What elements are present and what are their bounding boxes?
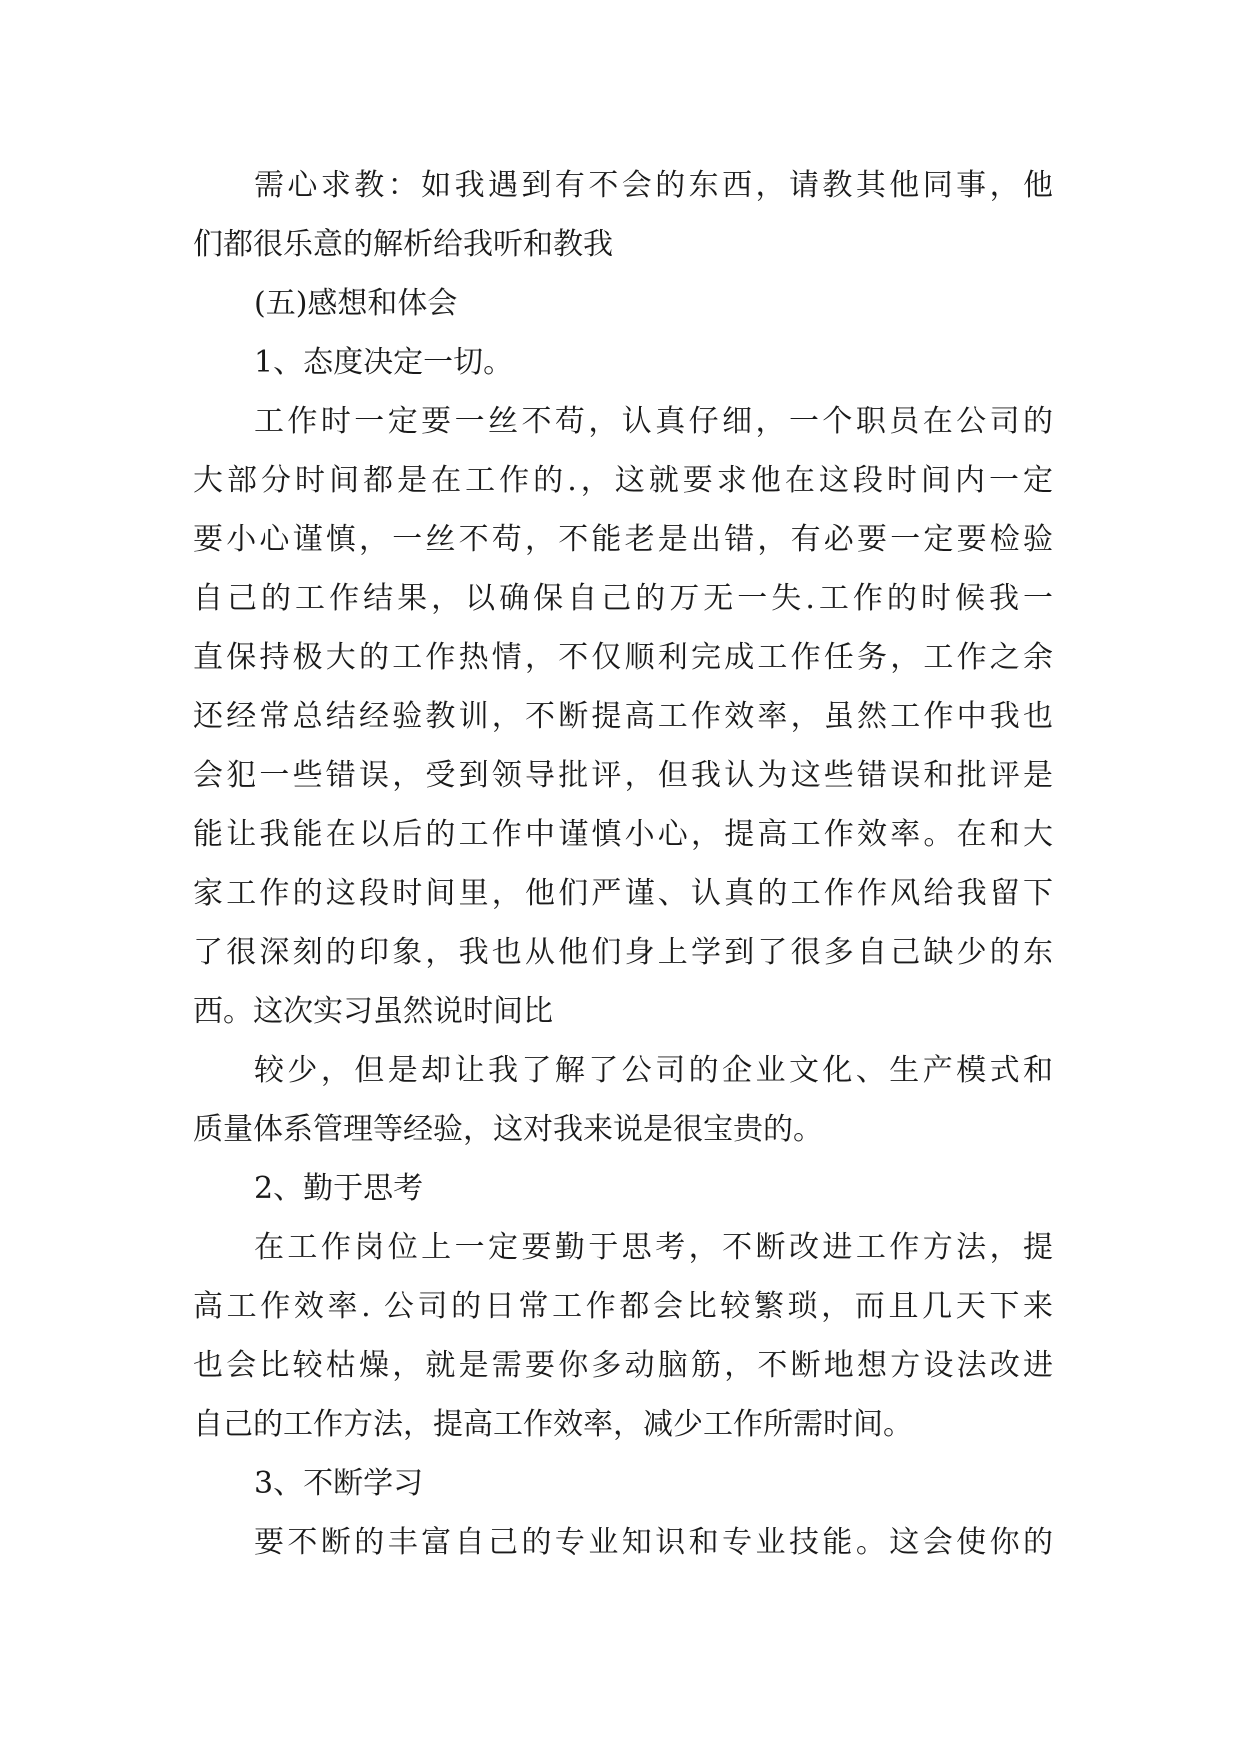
text-line: 直保持极大的工作热情，不仅顺利完成工作任务，工作之余 xyxy=(193,640,1053,675)
text-line: 还经常总结经验教训，不断提高工作效率，虽然工作中我也 xyxy=(193,699,1053,734)
text-line: 工作时一定要一丝不苟，认真仔细，一个职员在公司的 xyxy=(254,404,1053,439)
text-line: 需心求教：如我遇到有不会的东西，请教其他同事，他 xyxy=(254,168,1053,203)
subsection-heading: 2、勤于思考 xyxy=(254,1171,424,1206)
subsection-heading: 3、不断学习 xyxy=(254,1466,424,1501)
text-line: 自己的工作方法，提高工作效率，减少工作所需时间。 xyxy=(193,1407,913,1442)
text-line: 了很深刻的印象，我也从他们身上学到了很多自己缺少的东 xyxy=(193,935,1053,970)
text-line: 家工作的这段时间里，他们严谨、认真的工作作风给我留下 xyxy=(193,876,1053,911)
text-line: 西。这次实习虽然说时间比 xyxy=(193,994,553,1029)
text-line: 质量体系管理等经验，这对我来说是很宝贵的。 xyxy=(193,1112,823,1147)
text-line: 也会比较枯燥，就是需要你多动脑筋，不断地想方设法改进 xyxy=(193,1348,1053,1383)
text-line: 在工作岗位上一定要勤于思考，不断改进工作方法，提 xyxy=(254,1230,1053,1265)
section-heading: (五)感想和体会 xyxy=(254,286,458,321)
text-line: 较少，但是却让我了解了公司的企业文化、生产模式和 xyxy=(254,1053,1053,1088)
text-line: 能让我能在以后的工作中谨慎小心，提高工作效率。在和大 xyxy=(193,817,1053,852)
text-line: 们都很乐意的解析给我听和教我 xyxy=(193,227,613,262)
text-line: 要不断的丰富自己的专业知识和专业技能。这会使你的 xyxy=(254,1525,1053,1560)
text-line: 会犯一些错误，受到领导批评，但我认为这些错误和批评是 xyxy=(193,758,1053,793)
subsection-heading: 1、态度决定一切。 xyxy=(254,345,514,380)
text-line: 高工作效率. 公司的日常工作都会比较繁琐，而且几天下来 xyxy=(193,1289,1053,1324)
text-line: 要小心谨慎，一丝不苟，不能老是出错，有必要一定要检验 xyxy=(193,522,1053,557)
text-line: 自己的工作结果，以确保自己的万无一失.工作的时候我一 xyxy=(193,581,1053,616)
text-line: 大部分时间都是在工作的.，这就要求他在这段时间内一定 xyxy=(193,463,1053,498)
